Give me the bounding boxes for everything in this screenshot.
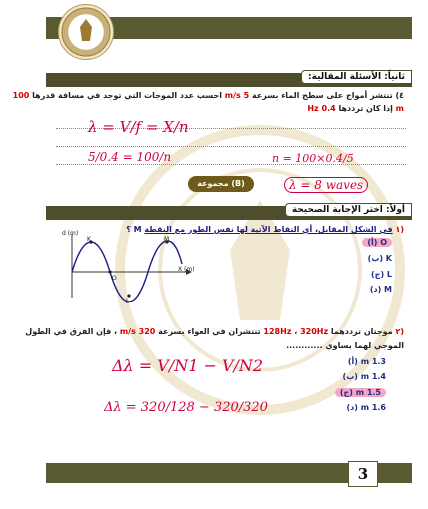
graph-x-label: X (m) [178,266,195,273]
q1-option-c[interactable]: L (ج) [371,270,392,279]
q1-option-a[interactable]: O (أ) [362,238,392,247]
q4-number: ٤) [395,91,404,100]
graph-y-label: d (m) [62,230,79,237]
page-number: 3 [348,461,378,487]
q2-number: (٢ [395,327,404,336]
group-b-label: مجموعة (B) [188,176,254,192]
q1-text-line [126,225,404,234]
q4-text-b: احسب عدد الموجات التي توجد في مسافة قدرها [32,91,222,100]
q2-option-a[interactable]: 1.3 m (أ) [347,357,386,366]
q2-line2: الموجي لهما يساوي ............ [286,341,404,350]
q1-option-b[interactable]: K (ب) [367,254,392,263]
handwriting-eq3: n = 100×0.4/5 [272,152,354,165]
q4-distance: 100 [12,91,30,100]
graph-label-m: M [164,236,170,243]
q4-unit-m: m [395,104,404,113]
essay-section-bar [46,73,412,87]
q2-handwriting-eq1: Δλ = V/N1 − V/N2 [112,356,264,375]
q4-line2 [307,104,404,113]
q2-option-b[interactable]: 1.4 m (ب) [342,372,386,381]
q4-text-a: تنتشر أمواج على سطح الماء بسرعة [251,91,393,100]
graph-label-l: L [126,298,130,305]
handwriting-answer: λ = 8 waves [284,177,368,193]
mcq-section-title: أولاً: اختر الإجابة الصحيحة [285,203,412,217]
q2-frequencies: 128Hz ، 320Hz [263,327,329,336]
q2-text-c: تنتشران في العواء بسرعة [158,327,261,336]
q4-speed: 5 m/s [224,91,250,100]
q4-line1 [13,91,404,100]
q1-point: M ؟ [126,225,142,234]
q2-speed: 320 m/s [119,327,156,336]
graph-label-o: O [112,275,117,282]
essay-section-title: ثانياً: الأسئلة المقالية: [301,70,412,84]
q2-option-c[interactable]: 1.5 m (ج) [335,388,386,397]
graph-label-k: K [87,236,91,243]
answer-line-2 [56,146,406,147]
q1-text: في الشكل المقابل، أي النقاط الآتية لها نفس الطور مع النقطة [144,225,393,234]
point-o [108,270,111,273]
handwriting-eq2: 5/0.4 = 100/n [88,150,172,164]
q4-text-c: إذا كان ترددها [338,104,393,113]
q2-text-e: ، فإن الفرق في الطول [25,327,118,336]
q2-text-a: موجتان ترددهما [330,327,393,336]
q2-handwriting-eq2: Δλ = 320/128 − 320/320 [104,400,268,415]
mcq-section-bar [46,206,412,220]
ministry-seal-icon [58,4,114,60]
q1-number: (١ [395,225,404,234]
handwriting-eq1: λ = V/f = X/n [88,118,189,136]
q4-frequency: 0.4 Hz [307,104,336,113]
q2-option-d[interactable]: 1.6 m (د) [346,403,386,412]
q2-line1 [25,327,404,336]
q1-option-d[interactable]: M (د) [369,285,392,294]
